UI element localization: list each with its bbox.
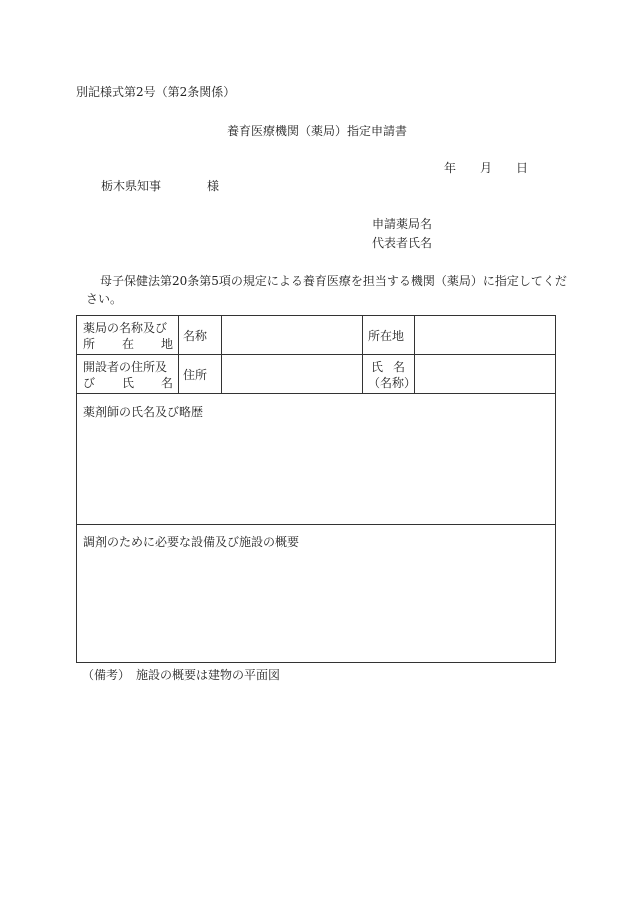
- pharmacy-location-field[interactable]: [416, 318, 554, 352]
- pharmacy-header: [83, 320, 173, 352]
- applicant-representative-label: 代表者氏名: [372, 236, 433, 250]
- pharmacy-header-line1: 薬局の名称及び: [83, 321, 168, 335]
- pharmacy-name-label: 名称: [183, 329, 208, 343]
- table-row-pharmacy: [77, 316, 555, 355]
- founder-address-label: 住所: [183, 368, 208, 382]
- applicant-pharmacy-name-label: 申請薬局名: [372, 217, 433, 231]
- founder-name-label: 氏 名: [371, 360, 405, 374]
- founder-name-sub-label: （名称）: [368, 376, 417, 391]
- form-code: 別記様式第2号（第2条関係）: [76, 85, 236, 99]
- body-text-line1: 母子保健法第20条第5項の規定による養育医療を担当する機関（薬局）に指定してくだ: [100, 274, 567, 288]
- facilities-overview-label: 調剤のために必要な設備及び施設の概要: [83, 535, 300, 549]
- founder-name-header: [368, 359, 416, 391]
- table-row-founder: [77, 355, 555, 394]
- date-year-label: 年: [444, 161, 457, 175]
- founder-address-field[interactable]: [223, 357, 360, 391]
- date-month-label: 月: [480, 161, 493, 175]
- founder-header-line2: び 氏 名: [83, 376, 173, 391]
- pharmacist-history-label: 薬剤師の氏名及び略歴: [83, 405, 204, 419]
- form-title: 養育医療機関（薬局）指定申請書: [227, 124, 408, 138]
- founder-header-line1: 開設者の住所及: [83, 360, 168, 374]
- date-day-label: 日: [516, 161, 529, 175]
- founder-header: [83, 359, 173, 391]
- pharmacy-name-field[interactable]: [223, 318, 360, 352]
- table-row-pharmacist[interactable]: [77, 394, 555, 525]
- addressee-name: 栃木県知事: [101, 179, 162, 193]
- body-text-line2: さい。: [86, 292, 123, 306]
- remarks-text: 施設の概要は建物の平面図: [136, 668, 281, 682]
- addressee-honorific: 様: [207, 179, 220, 193]
- founder-name-field[interactable]: [416, 357, 554, 391]
- pharmacy-location-label: 所在地: [368, 329, 405, 343]
- remarks-label: （備考）: [82, 668, 131, 682]
- table-row-facilities[interactable]: [77, 525, 555, 663]
- pharmacy-header-line2: 所 在 地: [83, 337, 173, 352]
- application-table: [76, 315, 556, 663]
